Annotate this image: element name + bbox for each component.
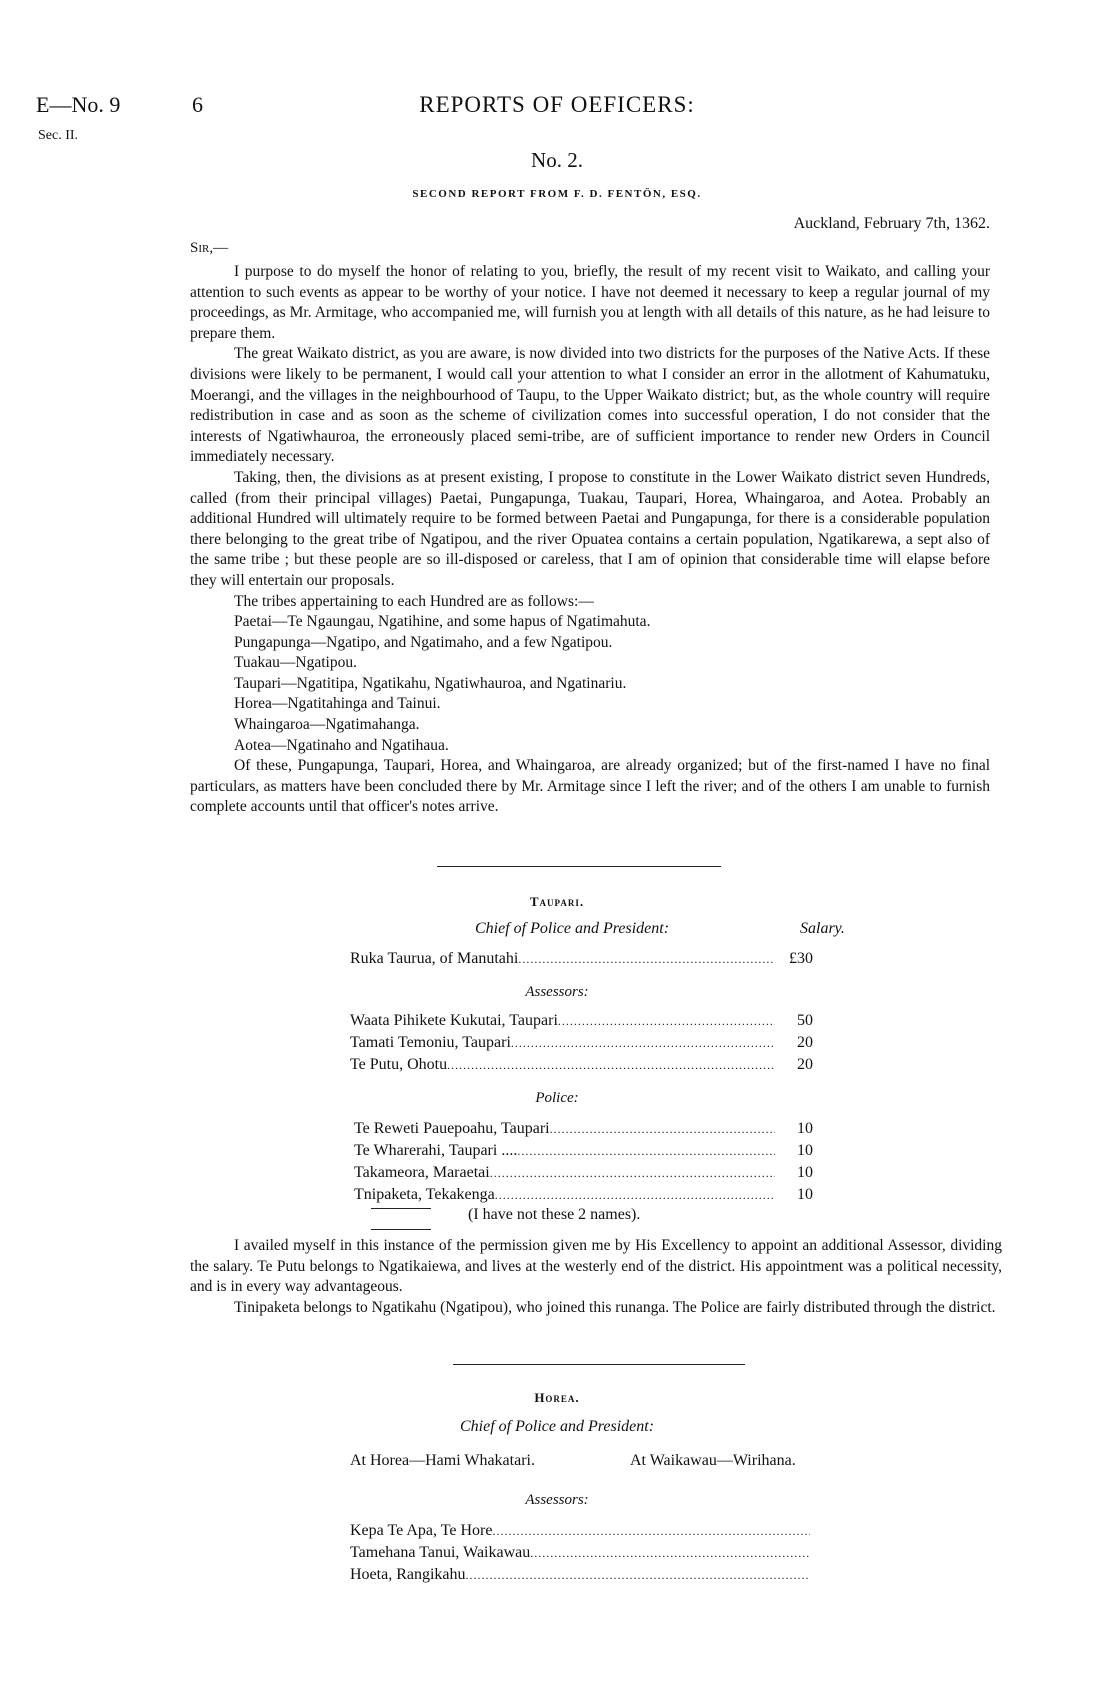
leader-dots: [492, 1520, 810, 1542]
entry-name: Kepa Te Apa, Te Hore: [350, 1522, 493, 1539]
section-divider: [437, 866, 721, 867]
section-label: Sec. II.: [38, 128, 79, 143]
entry-name: Tamehana Tanui, Waikawau: [350, 1544, 531, 1561]
tribe-list-item: Aotea—Ngatinaho and Ngatihaua.: [234, 736, 449, 754]
tribe-list-item: Horea—Ngatitahinga and Tainui.: [234, 695, 441, 713]
chief-label: Chief of Police and President:: [459, 1418, 655, 1435]
list-item: [354, 1118, 813, 1140]
entry-salary: 10: [797, 1164, 813, 1181]
chief-list: [350, 948, 813, 970]
blank-name-rule: [371, 1208, 431, 1209]
entry-salary: £30: [789, 950, 813, 967]
list-item: [350, 1032, 813, 1054]
list-item: [350, 1520, 810, 1542]
entry-name: Hoeta, Rangikahu: [350, 1566, 466, 1583]
tribe-list-item: Paetai—Te Ngaungau, Ngatihine, and some hapus of Ngatimahuta.: [234, 613, 651, 631]
leader-dots: [490, 1162, 775, 1184]
assessors-label: Assessors:: [525, 984, 589, 1000]
list-item: [354, 1140, 813, 1162]
paragraph: The great Waikato district, as you are aware, is now divided into two districts for the purposes of the Native Acts. If these divisions were likely to be permanent, I would call your attention to what I consider an error in the allotment of Kahumatuku, Moerangi, and the villages in the neighbourhood of Taupu, to the Upper Waikato district; but, as the whole country will require redistribution in case and as soon as the scheme of civilization comes into successful operation, I do not consider that the interests of Ngatiwhauroa, the erroneously placed semi-tribe, are of sufficient importance to render new Orders in Council immediately necessary.: [190, 345, 990, 466]
entry-name: Takameora, Maraetai: [354, 1164, 490, 1181]
salutation: Sir,—: [190, 240, 229, 256]
entry-salary: 10: [797, 1142, 813, 1159]
paragraph: Taking, then, the divisions as at present existing, I propose to constitute in the Lower Waikato district seven Hundreds, called (from their principal villages) Paetai, Pungapunga, Tuakau, Taupari, Horea, Whaingaroa, and Aotea. Probably an additional Hundred will ultimately require to be formed between Paetai and Pungapunga, for there is a considerable population there belonging to the great tribe of Ngatipou, and the river Opuatea contains a certain population, Ngatikarewa, a sept also of the same tribe ; but these people are so ill-disposed or careless, that I am of opinion that considerable time will elapse before they will entertain our proposals.: [190, 468, 990, 589]
entry-name: Tamati Temoniu, Taupari: [350, 1034, 511, 1051]
tribe-list-item: Pungapunga—Ngatipo, and Ngatimaho, and a few Ngatipou.: [234, 633, 613, 651]
leader-dots: [511, 1032, 775, 1054]
report-number: No. 2.: [531, 148, 583, 172]
paragraph: Of these, Pungapunga, Taupari, Horea, and Whaingaroa, are already organized; but of the first-named I have no final particulars, as matters have been concluded there by Mr. Armitage since I left the river; and of the others I am unable to furnish complete accounts until that officer's notes arrive.: [190, 757, 990, 816]
entry-salary: 10: [797, 1186, 813, 1203]
police-label: Police:: [535, 1090, 579, 1106]
police-list: [354, 1118, 813, 1206]
chief-horea: At Horea—Hami Whakatari.: [350, 1452, 535, 1469]
entry-name: Te Putu, Ohotu: [350, 1056, 448, 1073]
list-item: [354, 1184, 813, 1206]
list-item: [350, 1564, 810, 1586]
letter-body: [190, 262, 990, 818]
leader-dots: [518, 948, 775, 970]
tribe-list-item: Whaingaroa—Ngatimahanga.: [234, 716, 420, 734]
horea-assessors-list: [350, 1520, 810, 1586]
paragraph: I availed myself in this instance of the permission given me by His Excellency to appoint an additional Assessor, dividing the salary. Te Putu belongs to Ngatikaiewa, and lives at the westerly end of the district. His appointment was a political necessity, and is in every way advantageous.: [190, 1237, 1002, 1296]
section-heading-horea: Horea.: [534, 1390, 580, 1405]
leader-dots: [530, 1542, 810, 1564]
section-heading-taupari: Taupari.: [529, 894, 585, 909]
entry-name: Tnipaketa, Tekakenga: [354, 1186, 495, 1203]
entry-salary: 20: [797, 1034, 813, 1051]
entry-name: Te Reweti Pauepoahu, Taupari: [354, 1120, 550, 1137]
leader-dots: [550, 1118, 775, 1140]
entry-salary: 20: [797, 1056, 813, 1073]
leader-dots: [466, 1564, 810, 1586]
list-item: [350, 1054, 813, 1076]
entry-name: Te Wharerahi, Taupari ....: [354, 1142, 518, 1159]
entry-salary: 10: [797, 1120, 813, 1137]
tribe-list-item: Taupari—Ngatitipa, Ngatikahu, Ngatiwhauroa, and Ngatinariu.: [234, 674, 627, 692]
document-reference: E—No. 9: [36, 92, 121, 117]
list-item: [350, 1010, 813, 1032]
paragraph: Tinipaketa belongs to Ngatikahu (Ngatipou), who joined this runanga. The Police are fairly distributed through the district.: [234, 1298, 996, 1316]
leader-dots: [558, 1010, 775, 1032]
blank-name-rule: [371, 1229, 431, 1230]
chief-label: Chief of Police and President:: [475, 920, 670, 937]
assessors-list: [350, 1010, 813, 1076]
taupari-remarks: [190, 1236, 1002, 1318]
leader-dots: [517, 1140, 775, 1162]
paragraph: I purpose to do myself the honor of relating to you, briefly, the result of my recent visit to Waikato, and calling your attention to such events as appear to be worthy of your notice. I have not deemed it necessary to keep a regular journal of my proceedings, as Mr. Armitage, who accompanied me, will furnish you at length with all details of this nature, as he had leisure to prepare them.: [190, 263, 990, 342]
list-item: [350, 948, 813, 970]
entry-name: Ruka Taurua, of Manutahi: [350, 950, 519, 967]
dateline: Auckland, February 7th, 1362.: [793, 215, 990, 232]
leader-dots: [447, 1054, 775, 1076]
salary-label: Salary.: [800, 920, 845, 937]
paragraph: The tribes appertaining to each Hundred are as follows:—: [234, 592, 594, 610]
page-number: 6: [192, 92, 203, 117]
chief-waikawau: At Waikawau—Wirihana.: [630, 1452, 796, 1469]
list-item: [354, 1162, 813, 1184]
assessors-label: Assessors:: [525, 1492, 589, 1508]
report-subtitle: SECOND REPORT FROM F. D. FENTÖN, ESQ.: [412, 188, 702, 200]
entry-name: Waata Pihikete Kukutai, Taupari: [350, 1012, 558, 1029]
missing-names-note: (I have not these 2 names).: [468, 1206, 641, 1223]
list-item: [350, 1542, 810, 1564]
page-title: REPORTS OF OEFICERS:: [419, 92, 695, 117]
section-divider: [453, 1364, 745, 1365]
tribe-list-item: Tuakau—Ngatipou.: [234, 654, 357, 672]
entry-salary: 50: [797, 1012, 813, 1029]
leader-dots: [495, 1184, 775, 1206]
